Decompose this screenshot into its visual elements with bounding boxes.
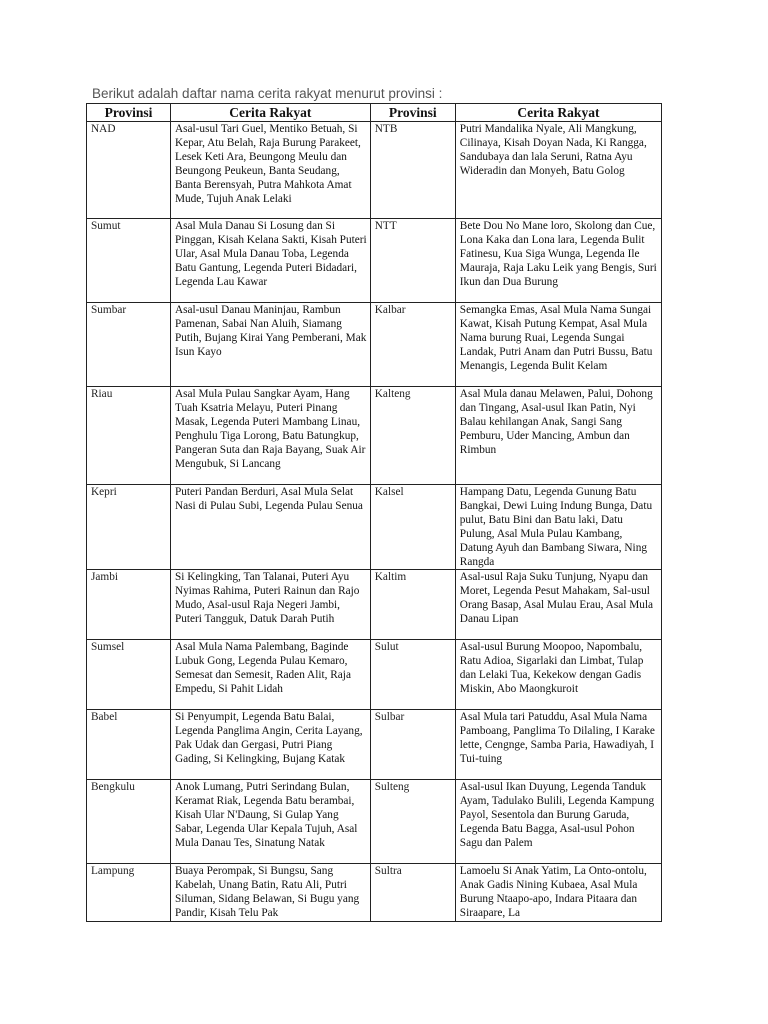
table-row (87, 780, 662, 864)
province-cell: Sultra (370, 864, 455, 922)
table-row (87, 640, 662, 710)
header-story-1: Cerita Rakyat (170, 104, 370, 122)
province-cell: Kalteng (370, 387, 455, 485)
story-cell: Asal-usul Burung Moopoo, Napombalu, Ratu Adioa, Sigarlaki dan Limbat, Tulap dan Lelaki Tua, Kekekow dengan Gadis Miskin, Abo Maongkuroit (455, 640, 661, 710)
province-cell: NAD (87, 122, 171, 219)
intro-text: Berikut adalah daftar nama cerita rakyat menurut provinsi : (92, 86, 443, 101)
story-cell: Buaya Perompak, Si Bungsu, Sang Kabelah, Unang Batin, Ratu Ali, Putri Siluman, Sidang Belawan, Si Bugu yang Pandir, Kisah Telu Pak (170, 864, 370, 922)
table-row (87, 303, 662, 387)
header-story-2: Cerita Rakyat (455, 104, 661, 122)
province-cell: Sumut (87, 219, 171, 303)
story-cell: Si Penyumpit, Legenda Batu Balai, Legenda Panglima Angin, Cerita Layang, Pak Udak dan Gergasi, Putri Piang Gading, Si Kelingking, Bujang Katak (170, 710, 370, 780)
story-cell: Asal Mula Danau Si Losung dan Si Pinggan, Kisah Kelana Sakti, Kisah Puteri Ular, Asal Mula Danau Toba, Legenda Batu Gantung, Legenda Puteri Bidadari, Legenda Lau Kawar (170, 219, 370, 303)
story-cell: Lamoelu Si Anak Yatim, La Onto-ontolu, Anak Gadis Nining Kubaea, Asal Mula Burung Ntaapo-apo, Indara Pitaara dan Siraapare, La (455, 864, 661, 922)
table-row (87, 219, 662, 303)
story-cell: Asal-usul Raja Suku Tunjung, Nyapu dan Moret, Legenda Pesut Mahakam, Sal-usul Orang Basap, Asal Mulau Erau, Asal Mula Danau Lipan (455, 570, 661, 640)
header-province-2: Provinsi (370, 104, 455, 122)
story-cell: Semangka Emas, Asal Mula Nama Sungai Kawat, Kisah Putung Kempat, Asal Mula Nama burung Ruai, Legenda Sungai Landak, Putri Anam dan Putri Bussu, Batu Menangis, Legenda Bulit Kelam (455, 303, 661, 387)
table-row (87, 387, 662, 485)
table-row (87, 710, 662, 780)
province-cell: Jambi (87, 570, 171, 640)
story-cell: Asal Mula tari Patuddu, Asal Mula Nama Pamboang, Panglima To Dilaling, I Karake lette, Cengnge, Samba Paria, Hawadiyah, I Tui-tuing (455, 710, 661, 780)
folklore-table (86, 103, 662, 922)
header-province-1: Provinsi (87, 104, 171, 122)
province-cell: Sumbar (87, 303, 171, 387)
province-cell: Babel (87, 710, 171, 780)
story-cell: Putri Mandalika Nyale, Ali Mangkung, Cilinaya, Kisah Doyan Nada, Ki Rangga, Sandubaya dan lala Seruni, Ratna Ayu Wideradin dan Monyeh, Batu Golog (455, 122, 661, 219)
province-cell: Kepri (87, 485, 171, 570)
province-cell: Riau (87, 387, 171, 485)
province-cell: Kalbar (370, 303, 455, 387)
province-cell: Kaltim (370, 570, 455, 640)
story-cell: Puteri Pandan Berduri, Asal Mula Selat Nasi di Pulau Subi, Legenda Pulau Senua (170, 485, 370, 570)
province-cell: Kalsel (370, 485, 455, 570)
table-row (87, 570, 662, 640)
province-cell: NTT (370, 219, 455, 303)
province-cell: Sulut (370, 640, 455, 710)
story-cell: Asal Mula Nama Palembang, Baginde Lubuk Gong, Legenda Pulau Kemaro, Semesat dan Semesit, Raden Alit, Raja Empedu, Si Pahit Lidah (170, 640, 370, 710)
story-cell: Si Kelingking, Tan Talanai, Puteri Ayu Nyimas Rahima, Puteri Rainun dan Rajo Mudo, Asal-usul Raja Negeri Jambi, Puteri Tangguk, Datuk Darah Putih (170, 570, 370, 640)
table-row (87, 122, 662, 219)
province-cell: NTB (370, 122, 455, 219)
province-cell: Sumsel (87, 640, 171, 710)
story-cell: Asal Mula Pulau Sangkar Ayam, Hang Tuah Ksatria Melayu, Puteri Pinang Masak, Legenda Puteri Mambang Linau, Penghulu Tiga Lorong, Batu Batungkup, Pangeran Suta dan Raja Bayang, Suak Air Mengubuk, Si Lancang (170, 387, 370, 485)
story-cell: Asal-usul Ikan Duyung, Legenda Tanduk Ayam, Tadulako Bulili, Legenda Kampung Payol, Sesentola dan Burung Garuda, Legenda Batu Bagga, Asal-usul Pohon Sagu dan Palem (455, 780, 661, 864)
province-cell: Lampung (87, 864, 171, 922)
story-cell: Asal Mula danau Melawen, Palui, Dohong dan Tingang, Asal-usul Ikan Patin, Nyi Balau kehilangan Anak, Sangi Sang Pemburu, Uder Mancing, Ambun dan Rimbun (455, 387, 661, 485)
table-row (87, 864, 662, 922)
story-cell: Asal-usul Tari Guel, Mentiko Betuah, Si Kepar, Atu Belah, Raja Burung Parakeet, Lesek Keti Ara, Beungong Meulu dan Beungong Peukeun, Banta Seudang, Banta Berensyah, Putra Mahkota Amat Mude, Tujuh Anak Lelaki (170, 122, 370, 219)
province-cell: Sulbar (370, 710, 455, 780)
story-cell: Anok Lumang, Putri Serindang Bulan, Keramat Riak, Legenda Batu berambai, Kisah Ular N'Daung, Si Gulap Yang Sabar, Legenda Ular Kepala Tujuh, Asal Mula Danau Tes, Sinatung Natak (170, 780, 370, 864)
story-cell: Asal-usul Danau Maninjau, Rambun Pamenan, Sabai Nan Aluih, Siamang Putih, Bujang Kirai Yang Pemberani, Mak Isun Kayo (170, 303, 370, 387)
province-cell: Sulteng (370, 780, 455, 864)
story-cell: Bete Dou No Mane loro, Skolong dan Cue, Lona Kaka dan Lona lara, Legenda Bulit Fatinesu, Kua Siga Wunga, Legenda Ile Mauraja, Raja Laku Leik yang Bengis, Suri Ikun dan Dua Burung (455, 219, 661, 303)
table-row (87, 485, 662, 570)
story-cell: Hampang Datu, Legenda Gunung Batu Bangkai, Dewi Luing Indung Bunga, Datu pulut, Batu Bini dan Batu laki, Datu Pulung, Asal Mula Pulau Kambang, Datung Ayuh dan Bambang Siwara, Ning Rangda (455, 485, 661, 570)
province-cell: Bengkulu (87, 780, 171, 864)
table-header-row (87, 104, 662, 122)
